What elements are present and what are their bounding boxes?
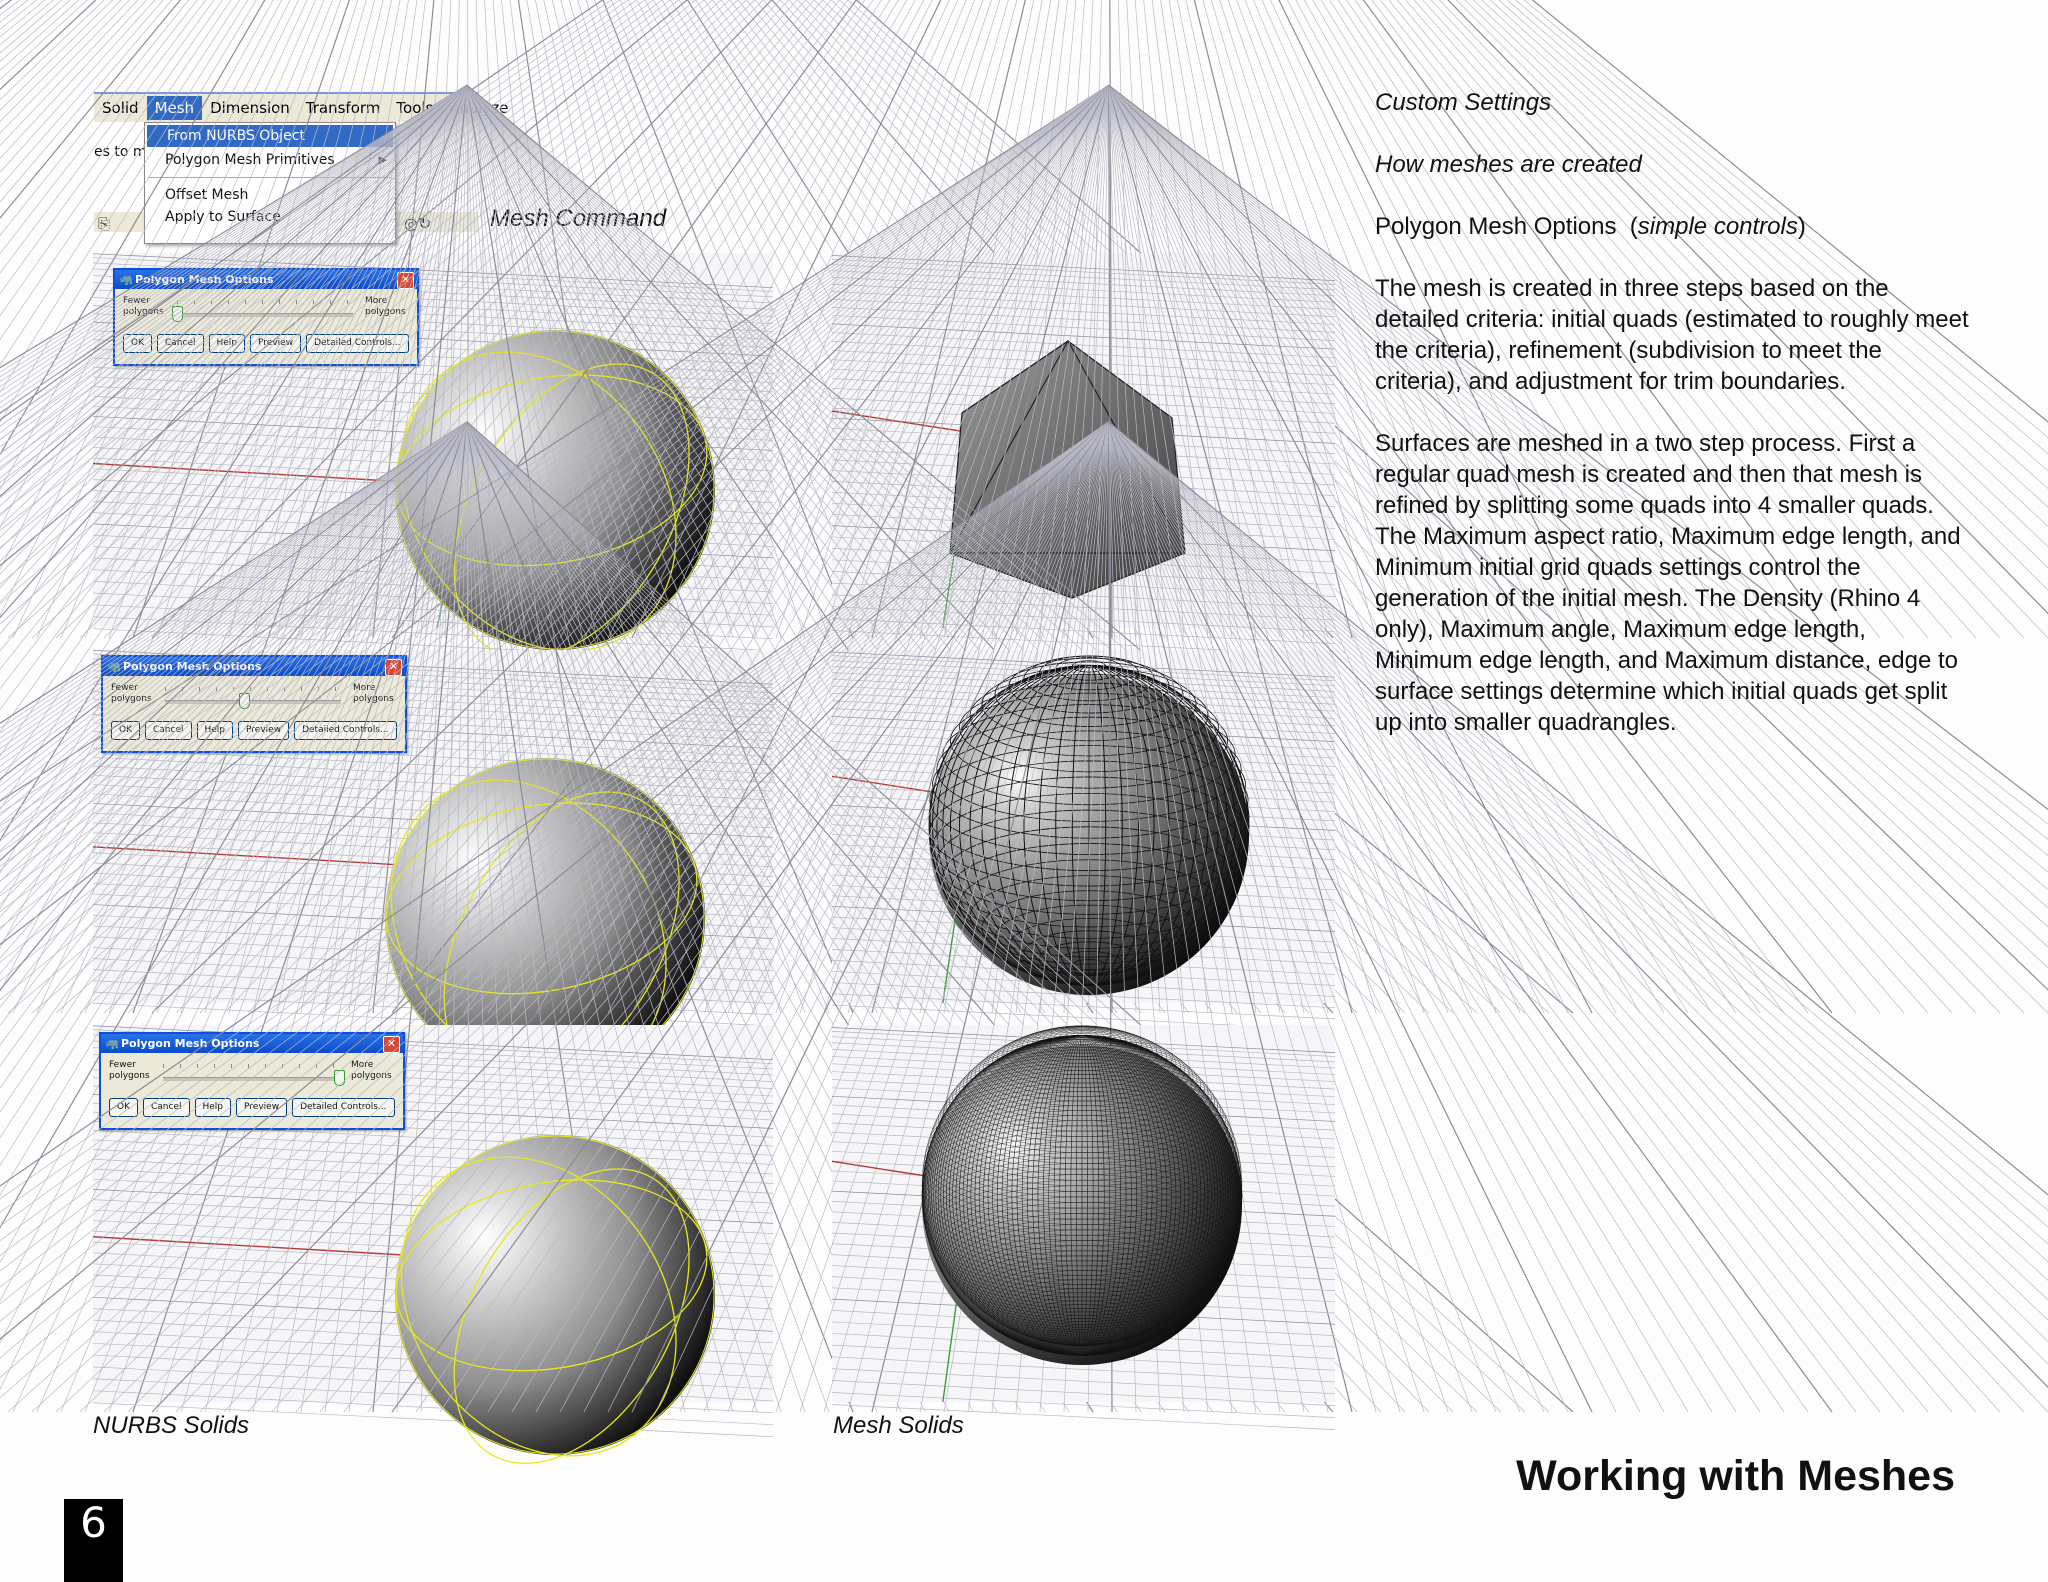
fewer-polygons-label: Fewer polygons: [123, 296, 164, 317]
page-title: Working with Meshes: [1516, 1452, 1955, 1500]
pmo-text: Polygon Mesh Options (: [1375, 213, 1638, 240]
fewer-polygons-label: Fewer polygons: [109, 1060, 150, 1081]
ok-button[interactable]: OK: [111, 721, 140, 740]
menu-tools[interactable]: Tools: [396, 99, 434, 117]
detailed-controls-button[interactable]: Detailed Controls...: [294, 721, 396, 740]
cancel-button[interactable]: Cancel: [157, 334, 204, 353]
help-button[interactable]: Help: [197, 721, 234, 740]
dialog-buttons: [109, 1098, 395, 1117]
detailed-controls-button[interactable]: Detailed Controls...: [292, 1098, 394, 1117]
close-icon[interactable]: ✕: [385, 659, 402, 676]
more-polygons-label: More: [365, 296, 388, 306]
help-button[interactable]: Help: [195, 1098, 232, 1117]
polygon-mesh-options-dialog: [99, 1032, 405, 1130]
caption-mesh-solids: Mesh Solids: [833, 1412, 964, 1439]
paragraph-surface-meshing: Surfaces are meshed in a two step process. First a regular quad mesh is created and then that mesh is refined by splitting some quads into 4 smaller quads. The Maximum aspect ratio, Maximum edge length, and Minimum initial grid quads settings control the generation of the initial mesh. The Density (Rhino 4 only), Maximum angle, Maximum edge length, Minimum edge length, and Maximum distance, edge to surface settings determine which initial quads get split up into smaller quadrangles.: [1375, 430, 1961, 736]
dialog-title: Polygon Mesh Options: [121, 1037, 260, 1050]
help-button[interactable]: Help: [209, 334, 246, 353]
ok-button[interactable]: OK: [123, 334, 152, 353]
fewer-polygons-label: Fewer: [111, 683, 138, 693]
menu-solid[interactable]: Solid: [102, 99, 139, 117]
page-number: 6: [80, 1498, 107, 1547]
viewport-nurbs-sphere-3[interactable]: [93, 1025, 773, 1402]
menu-mesh[interactable]: Mesh: [147, 96, 203, 120]
dialog-title: Polygon Mesh Options: [135, 273, 274, 286]
cancel-button[interactable]: Cancel: [145, 721, 192, 740]
caption-nurbs-solids: NURBS Solids: [93, 1412, 250, 1439]
command-line-fragment: es to m: [94, 144, 147, 160]
close-icon[interactable]: ✕: [383, 1036, 400, 1053]
polygon-mesh-options-label: [1375, 213, 1806, 241]
dialog-title: Polygon Mesh Options: [123, 660, 262, 673]
menu-item-apply-to-surface[interactable]: Apply to Surface: [165, 209, 281, 225]
viewport-canvas: [832, 1025, 1335, 1402]
more-polygons-label: polygons: [351, 1071, 392, 1081]
preview-button[interactable]: Preview: [250, 334, 301, 353]
rhino-app-icon: 🦏: [105, 1037, 119, 1050]
polygon-mesh-options-dialog: [101, 655, 407, 753]
pmo-simple-controls: simple controls: [1637, 213, 1798, 240]
viewport-mesh-sphere-dense[interactable]: [832, 1025, 1335, 1402]
rhino-app-icon: 🦏: [107, 660, 121, 673]
paragraph-mesh-steps: The mesh is created in three steps based on the detailed criteria: initial quads (estimated to roughly meet the criteria), refinement (subdivision to meet the criteria), and adjustment for trim boundaries.: [1375, 275, 1969, 395]
toolbar-rotate-icon[interactable]: ◎↻: [404, 216, 432, 233]
close-icon[interactable]: ✕: [397, 272, 414, 289]
heading-custom-settings: Custom Settings: [1375, 89, 1552, 116]
rhino-app-icon: 🦏: [119, 273, 133, 286]
detailed-controls-button[interactable]: Detailed Controls...: [306, 334, 408, 353]
preview-button[interactable]: Preview: [236, 1098, 287, 1117]
menu-item-from-nurbs-object[interactable]: From NURBS Object: [147, 125, 393, 147]
cancel-button[interactable]: Cancel: [143, 1098, 190, 1117]
polygon-mesh-options-dialog: [113, 268, 419, 366]
toolbar-icon[interactable]: ⎘: [98, 216, 111, 233]
pmo-close: ): [1797, 213, 1806, 240]
menu-item-offset-mesh[interactable]: Offset Mesh: [165, 187, 249, 203]
menu-transform[interactable]: Transform: [305, 99, 381, 117]
heading-how-meshes-created: How meshes are created: [1375, 151, 1642, 178]
menu-item-label: Polygon Mesh Primitives: [165, 152, 335, 168]
slider-thumb[interactable]: [334, 1070, 345, 1086]
preview-button[interactable]: Preview: [238, 721, 289, 740]
ok-button[interactable]: OK: [109, 1098, 138, 1117]
menu-dimension[interactable]: Dimension: [210, 99, 290, 117]
